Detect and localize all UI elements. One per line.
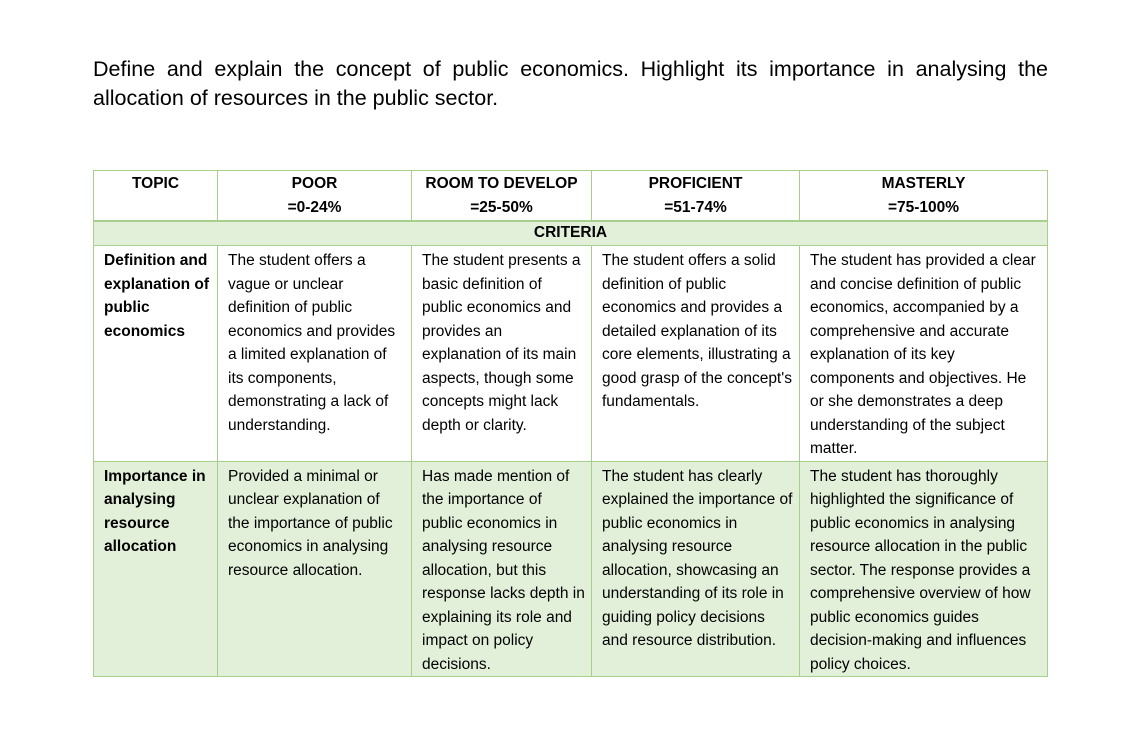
criteria-row <box>94 221 1048 246</box>
header-masterly <box>800 171 1048 222</box>
header-masterly-title: MASTERLY <box>881 175 966 192</box>
cell-proficient: The student has clearly explained the importance of public economics in analysing resource allocation, showcasing an understanding of its role in guiding policy decisions and resource distribution. <box>592 461 800 677</box>
header-proficient-range: =51-74% <box>664 199 727 216</box>
question-text: Define and explain the concept of public economics. Highlight its importance in analysing the allocation of resources in the public sector. <box>93 57 1048 110</box>
cell-masterly: The student has thoroughly highlighted the significance of public economics in analysing resource allocation in the public sector. The response provides a comprehensive overview of how public economics guides decision-making and influences policy choices. <box>800 461 1048 677</box>
header-proficient-title: PROFICIENT <box>648 175 743 192</box>
header-row <box>94 171 1048 222</box>
cell-poor: The student offers a vague or unclear definition of public economics and provides a limited explanation of its components, demonstrating a lack of understanding. <box>218 246 412 462</box>
criteria-label: CRITERIA <box>94 221 1048 246</box>
header-room-to-develop-range: =25-50% <box>470 199 533 216</box>
rubric-table <box>93 170 1048 677</box>
header-topic-title: TOPIC <box>131 175 180 192</box>
cell-room-to-develop: The student presents a basic definition of public economics and provides an explanation of its main aspects, though some concepts might lack depth or clarity. <box>412 246 592 462</box>
row-topic: Importance in analysing resource allocation <box>94 461 218 677</box>
header-room-to-develop-title: ROOM TO DEVELOP <box>425 175 578 192</box>
header-poor-range: =0-24% <box>287 199 342 216</box>
cell-masterly: The student has provided a clear and concise definition of public economics, accompanied by a comprehensive and accurate explanation of its key components and objectives. He or she demonstrates a deep understanding of the subject matter. <box>800 246 1048 462</box>
cell-proficient: The student offers a solid definition of public economics and provides a detailed explanation of its core elements, illustrating a good grasp of the concept's fundamentals. <box>592 246 800 462</box>
cell-room-to-develop: Has made mention of the importance of public economics in analysing resource allocation, but this response lacks depth in explaining its role and impact on policy decisions. <box>412 461 592 677</box>
header-poor <box>218 171 412 222</box>
table-row <box>94 246 1048 462</box>
cell-poor: Provided a minimal or unclear explanation of the importance of public economics in analysing resource allocation. <box>218 461 412 677</box>
table-row <box>94 461 1048 677</box>
header-poor-title: POOR <box>291 175 338 192</box>
header-room-to-develop <box>412 171 592 222</box>
header-topic <box>94 171 218 222</box>
header-proficient <box>592 171 800 222</box>
row-topic: Definition and explanation of public economics <box>94 246 218 462</box>
header-masterly-range: =75-100% <box>887 199 960 216</box>
